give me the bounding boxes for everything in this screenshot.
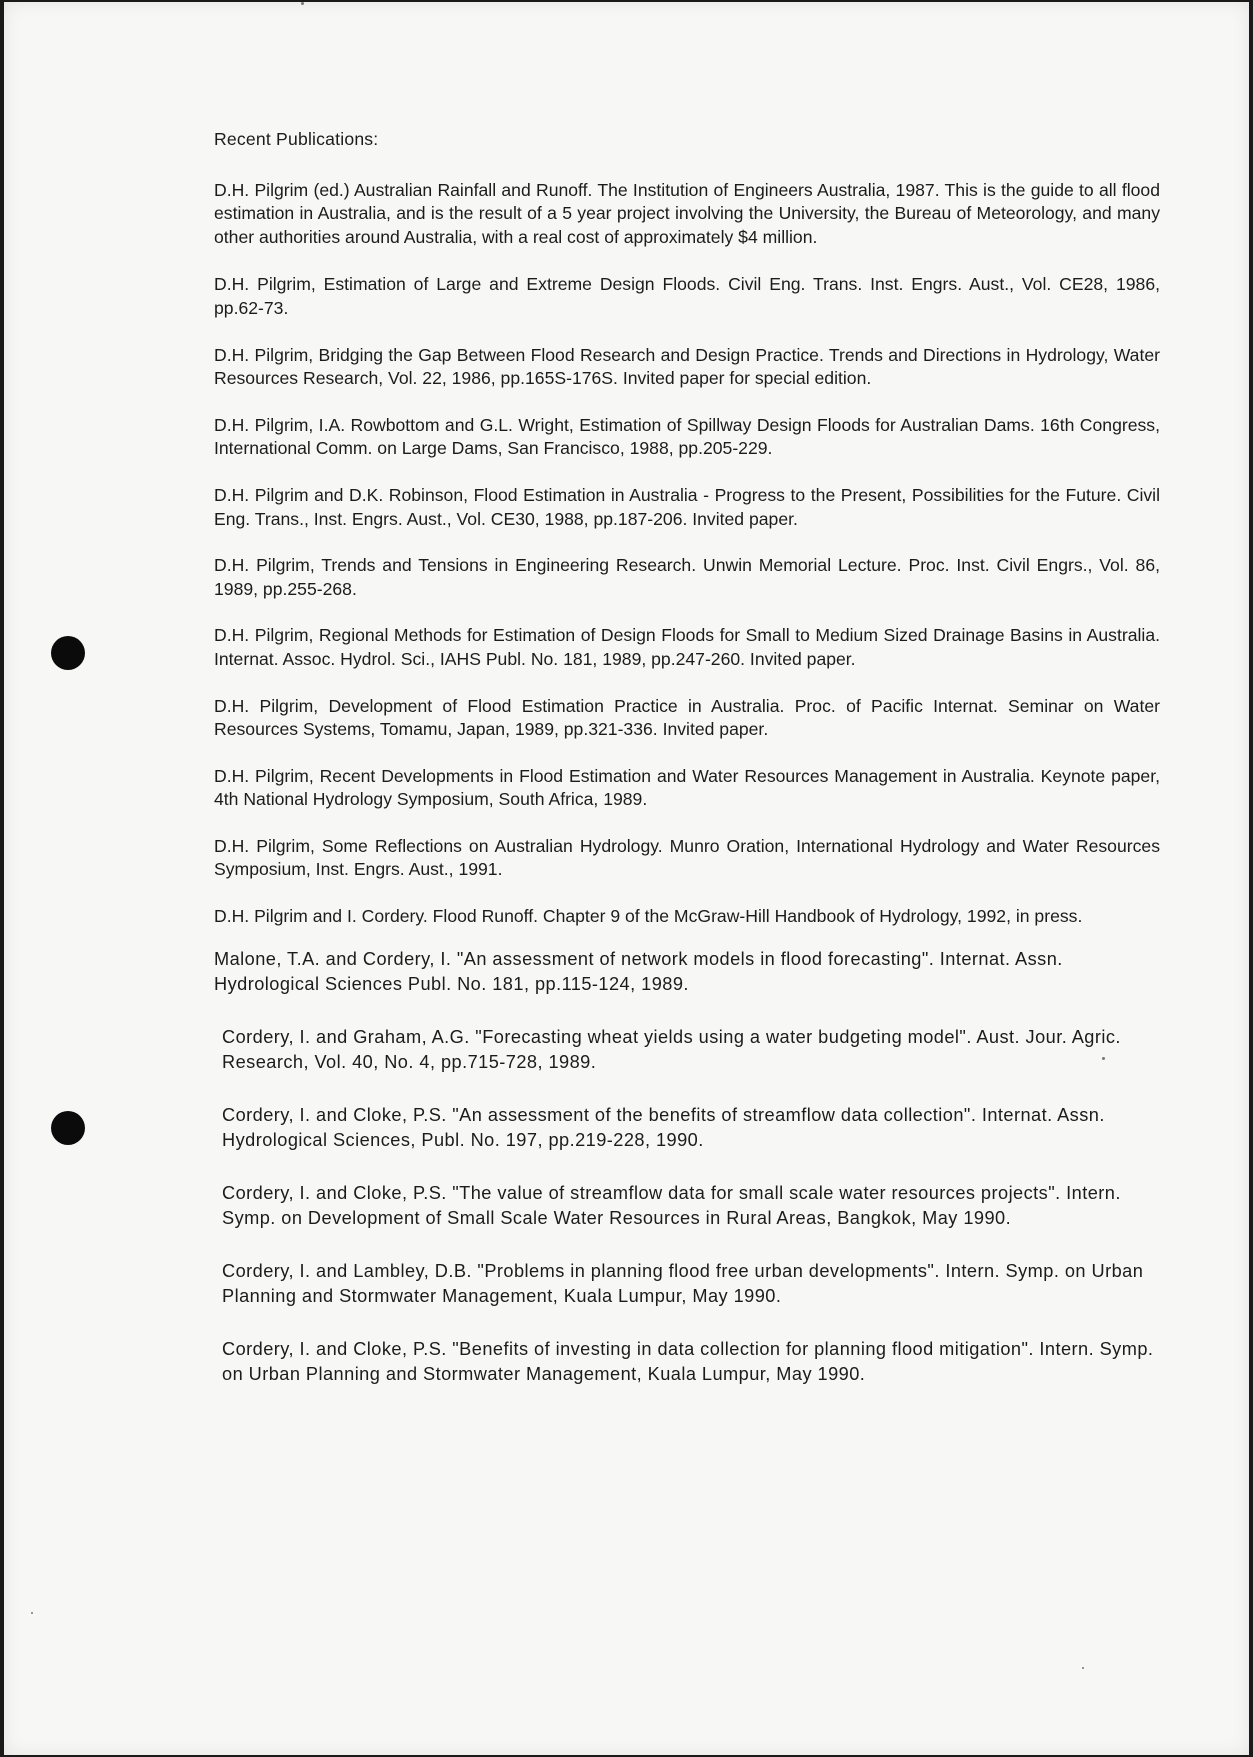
reference-entry: D.H. Pilgrim and I. Cordery. Flood Runoff. Chapter 9 of the McGraw-Hill Handbook of Hydrology, 1992, in press. [214, 906, 1083, 927]
scan-speck [301, 2, 304, 5]
document-page [4, 2, 1249, 1755]
reference-entry: Cordery, I. and Cloke, P.S. "An assessment of the benefits of streamflow data collection". Internat. Assn. Hydrological Sciences, Publ. No. 197, pp.219-228, 1990. [222, 1104, 1105, 1151]
reference-entry: Cordery, I. and Graham, A.G. "Forecasting wheat yields using a water budgeting model". Aust. Jour. Agric. Research, Vol. 40, No. 4, pp.715-728, 1989. [222, 1026, 1121, 1073]
scan-speck [31, 1612, 33, 1614]
reference-entry: D.H. Pilgrim, Estimation of Large and Extreme Design Floods. Civil Eng. Trans. Inst. Engrs. Aust., Vol. CE28, 1986, pp.62-73. [214, 274, 1160, 318]
reference-entry: Cordery, I. and Cloke, P.S. "Benefits of investing in data collection for planning flood mitigation". Intern. Symp. on Urban Planning and Stormwater Management, Kuala Lumpur, May 1990. [222, 1338, 1154, 1385]
reference-entry: D.H. Pilgrim, Trends and Tensions in Engineering Research. Unwin Memorial Lecture. Proc. Inst. Civil Engrs., Vol. 86, 1989, pp.255-268. [214, 555, 1160, 599]
punch-hole [51, 1111, 85, 1145]
reference-entry: Cordery, I. and Cloke, P.S. "The value of streamflow data for small scale water resources projects". Intern. Symp. on Development of Small Scale Water Resources in Rural Areas, Bangkok, May 1990. [222, 1182, 1121, 1229]
reference-entry: Malone, T.A. and Cordery, I. "An assessment of network models in flood forecasting". Internat. Assn. Hydrological Sciences Publ. No. 181, pp.115-124, 1989. [214, 948, 1063, 995]
section-heading: Recent Publications: [214, 129, 379, 149]
publication-list [214, 128, 1160, 1388]
punch-hole [51, 636, 85, 670]
reference-entry: D.H. Pilgrim, Some Reflections on Australian Hydrology. Munro Oration, International Hydrology and Water Resources Symposium, Inst. Engrs. Aust., 1991. [214, 835, 1160, 880]
reference-entry: D.H. Pilgrim, Recent Developments in Flood Estimation and Water Resources Management in Australia. Keynote paper, 4th National Hydrology Symposium, South Africa, 1989. [214, 765, 1160, 810]
reference-entry: Cordery, I. and Lambley, D.B. "Problems in planning flood free urban developments". Intern. Symp. on Urban Planning and Stormwater Management, Kuala Lumpur, May 1990. [222, 1260, 1144, 1307]
reference-entry: D.H. Pilgrim, Bridging the Gap Between Flood Research and Design Practice. Trends and Directions in Hydrology, Water Resources Research, Vol. 22, 1986, pp.165S-176S. Invited paper for special edition. [214, 344, 1160, 389]
reference-entry: D.H. Pilgrim (ed.) Australian Rainfall and Runoff. The Institution of Engineers Australia, 1987. This is the guide to all flood estimation in Australia, and is the result of a 5 year project involving the University, the Bureau of Meteorology, and many other authorities around Australia, with a real cost of approximately $4 million. [214, 179, 1160, 247]
reference-entry: D.H. Pilgrim and D.K. Robinson, Flood Estimation in Australia - Progress to the Present, Possibilities for the Future. Civil Eng. Trans., Inst. Engrs. Aust., Vol. CE30, 1988, pp.187-206. Invited paper. [214, 484, 1160, 529]
scan-speck [1082, 1667, 1084, 1669]
reference-entry: D.H. Pilgrim, Development of Flood Estimation Practice in Australia. Proc. of Pacific Internat. Seminar on Water Resources Systems, Tomamu, Japan, 1989, pp.321-336. Invited paper. [214, 695, 1160, 740]
reference-entry: D.H. Pilgrim, I.A. Rowbottom and G.L. Wright, Estimation of Spillway Design Floods for Australian Dams. 16th Congress, International Comm. on Large Dams, San Francisco, 1988, pp.205-229. [214, 414, 1160, 459]
reference-entry: D.H. Pilgrim, Regional Methods for Estimation of Design Floods for Small to Medium Sized Drainage Basins in Australia. Internat. Assoc. Hydrol. Sci., IAHS Publ. No. 181, 1989, pp.247-260. Invited paper. [214, 625, 1160, 669]
